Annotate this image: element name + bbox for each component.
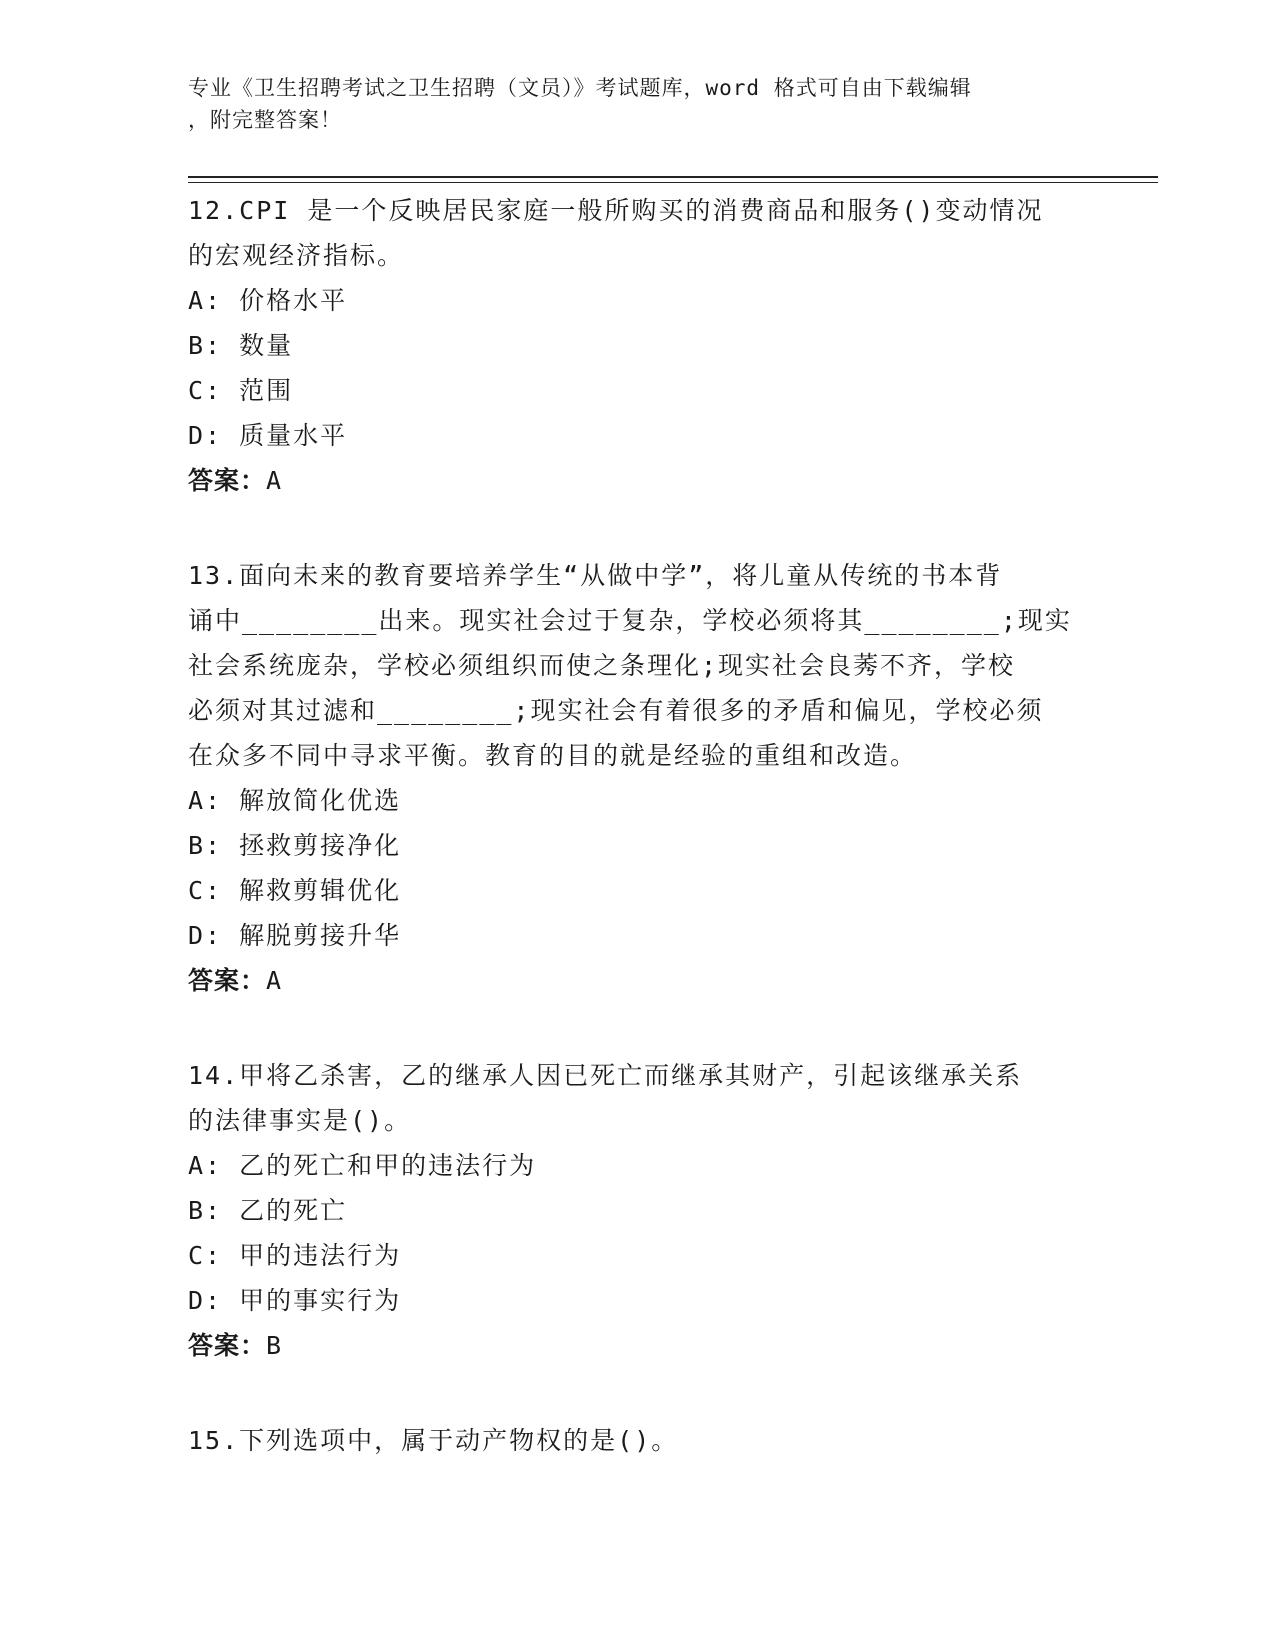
answer-label: 答案：	[188, 1331, 267, 1360]
answer-value: A	[266, 966, 283, 995]
question-stem: 15.下列选项中，属于动产物权的是()。	[188, 1426, 679, 1455]
header-line-2: ，附完整答案！	[188, 108, 342, 132]
question-stem: 在众多不同中寻求平衡。教育的目的就是经验的重组和改造。	[188, 741, 918, 770]
option-a: A: 乙的死亡和甲的违法行为	[188, 1151, 537, 1180]
option-d: D: 解脱剪接升华	[188, 921, 402, 950]
question-stem: 13.面向未来的教育要培养学生“从做中学”，将儿童从传统的书本背	[188, 561, 1003, 590]
document-header	[188, 72, 1068, 136]
option-d: D: 甲的事实行为	[188, 1286, 402, 1315]
answer-value: B	[266, 1331, 283, 1360]
header-divider-thick	[188, 176, 1158, 178]
option-d: D: 质量水平	[188, 421, 348, 450]
answer-line	[188, 458, 1078, 503]
option-c: C: 范围	[188, 376, 294, 405]
header-line-1: 专业《卫生招聘考试之卫生招聘（文员）》考试题库，word 格式可自由下载编辑	[188, 76, 972, 100]
question-14	[188, 1053, 1078, 1368]
option-a: A: 解放简化优选	[188, 786, 402, 815]
answer-label: 答案：	[188, 466, 267, 495]
answer-value: A	[266, 466, 283, 495]
option-b: B: 乙的死亡	[188, 1196, 348, 1225]
question-stem: 诵中________出来。现实社会过于复杂，学校必须将其________;现实	[188, 606, 1072, 635]
option-a: A: 价格水平	[188, 286, 348, 315]
question-12	[188, 188, 1078, 503]
question-stem: 的法律事实是()。	[188, 1106, 412, 1135]
answer-line	[188, 958, 1078, 1003]
option-c: C: 甲的违法行为	[188, 1241, 402, 1270]
question-15	[188, 1418, 1078, 1463]
answer-label: 答案：	[188, 966, 267, 995]
header-divider-thin	[188, 182, 1158, 183]
option-b: B: 拯救剪接净化	[188, 831, 402, 860]
option-b: B: 数量	[188, 331, 294, 360]
question-stem: 的宏观经济指标。	[188, 241, 405, 270]
question-stem: 12.CPI 是一个反映居民家庭一般所购买的消费商品和服务()变动情况	[188, 196, 1044, 225]
question-13	[188, 553, 1078, 1003]
question-stem: 社会系统庞杂，学校必须组织而使之条理化;现实社会良莠不齐，学校	[188, 651, 1016, 680]
answer-line	[188, 1323, 1078, 1368]
option-c: C: 解救剪辑优化	[188, 876, 402, 905]
question-stem: 14.甲将乙杀害，乙的继承人因已死亡而继承其财产，引起该继承关系	[188, 1061, 1023, 1090]
question-stem: 必须对其过滤和________;现实社会有着很多的矛盾和偏见，学校必须	[188, 696, 1044, 725]
